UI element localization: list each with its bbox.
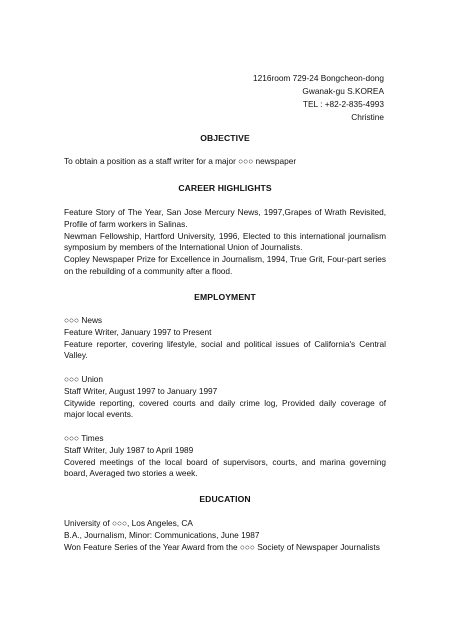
job-role: Staff Writer, July 1987 to April 1989 bbox=[64, 444, 194, 455]
job-entry-3 bbox=[64, 433, 386, 480]
job-org: ○○○ Union bbox=[64, 373, 104, 384]
objective-heading: OBJECTIVE bbox=[200, 133, 250, 143]
job-role: Feature Writer, January 1997 to Present bbox=[64, 326, 212, 337]
address-street: 1216room 729-24 Bongcheon-dong bbox=[252, 73, 384, 83]
education-heading: EDUCATION bbox=[199, 494, 251, 504]
job-org: ○○○ News bbox=[64, 315, 103, 325]
education-section bbox=[64, 518, 386, 553]
job-org: ○○○ Times bbox=[64, 432, 104, 443]
job-role: Staff Writer, August 1997 to January 1997 bbox=[64, 385, 218, 396]
career-item-3: Copley Newspaper Prize for Excellence in Journalism, 1994, True Grit, Four-part series on the rebuilding of a community after a flood. bbox=[64, 254, 386, 276]
education-award: Won Feature Series of the Year Award from the ○○○ Society of Newspaper Journalists bbox=[64, 541, 380, 552]
objective-section bbox=[64, 156, 386, 168]
education-degree: B.A., Journalism, Minor: Communications, June 1987 bbox=[64, 529, 260, 540]
objective-text: To obtain a position as a staff writer for a major ○○○ newspaper bbox=[64, 156, 297, 166]
spacer bbox=[64, 362, 386, 374]
career-item-2: Newman Fellowship, Hartford University, 1996, Elected to this international journalism symposium by members of the International Union of Journalists. bbox=[64, 230, 386, 253]
job-entry-2 bbox=[64, 374, 386, 421]
applicant-name: Christine bbox=[351, 112, 384, 122]
spacer bbox=[64, 421, 386, 433]
address-phone: TEL : +82-2-835-4993 bbox=[302, 99, 384, 109]
contact-address-block bbox=[253, 72, 384, 124]
employment-section bbox=[64, 315, 386, 480]
career-item-1: Feature Story of The Year, San Jose Mercury News, 1997,Grapes of Wrath Revisited, Profile of farm workers in Salinas. bbox=[64, 207, 386, 229]
job-description: Covered meetings of the local board of supervisors, courts, and marina governing board, Averaged two stories a week. bbox=[64, 456, 386, 479]
address-district: Gwanak-gu S.KOREA bbox=[302, 86, 384, 96]
job-description: Feature reporter, covering lifestyle, social and political issues of California's Central Valley. bbox=[64, 338, 386, 361]
job-description: Citywide reporting, covered courts and daily crime log, Provided daily coverage of major local events. bbox=[64, 397, 386, 420]
employment-heading: EMPLOYMENT bbox=[194, 292, 256, 302]
job-entry-1 bbox=[64, 315, 386, 362]
career-highlights-section bbox=[64, 207, 386, 278]
education-school: University of ○○○, Los Angeles, CA bbox=[64, 518, 193, 528]
career-highlights-heading: CAREER HIGHLIGHTS bbox=[178, 183, 272, 193]
